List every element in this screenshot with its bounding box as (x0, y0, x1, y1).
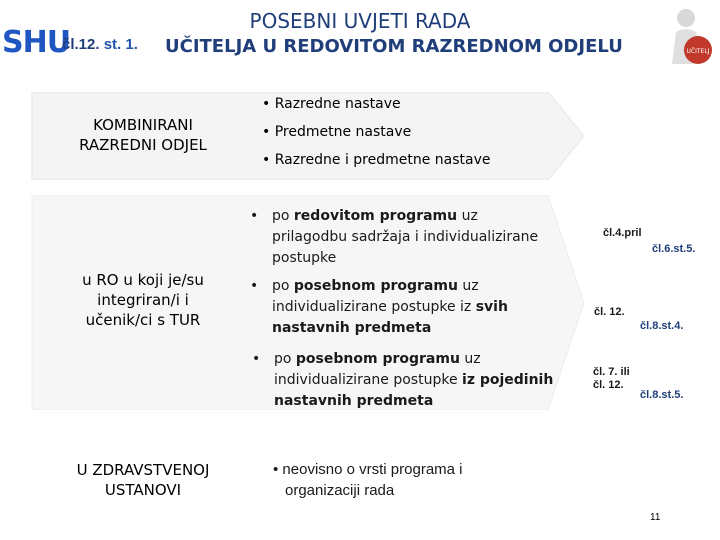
article-ref: čl. 7. ili čl. 12. (593, 366, 630, 391)
page-number: 11 (650, 512, 661, 523)
article-ref: čl.8.st.5. (640, 389, 684, 401)
list-item: • neovisno o vrsti programa i organizaciji rada (273, 461, 463, 499)
list-item: • po redovitom programu uz prilagodbu sadržaja i individualizirane postupke (250, 208, 539, 266)
section2-label: u RO u koji je/su integriran/i i učenik/ci s TUR (82, 271, 204, 329)
list-item: • Razredne i predmetne nastave (262, 152, 491, 168)
list-item: • Predmetne nastave (262, 124, 412, 140)
page-title-line1: POSEBNI UVJETI RADA (249, 9, 471, 33)
list-item: • Razredne nastave (262, 96, 401, 112)
article-ref: čl.6.st.5. (652, 243, 696, 255)
shu-logo: SHU (2, 25, 71, 60)
page-title-line2: UČITELJA U REDOVITOM RAZREDNOM ODJELU (165, 36, 623, 57)
svg-text:UČITELJ: UČITELJ (686, 48, 710, 55)
list-item: • po posebnom programu uz individualizirane postupke iz svih nastavnih predmeta (250, 278, 508, 336)
section1-list (262, 90, 491, 174)
section1-label: KOMBINIRANI RAZREDNI ODJEL (79, 116, 207, 154)
section3-label: U ZDRAVSTVENOJ USTANOVI (76, 461, 210, 499)
article-ref: čl.4.pril (603, 227, 642, 239)
list-item: • po posebnom programu uz individualizirane postupke iz pojedinih nastavnih predmeta (252, 351, 554, 409)
teacher-badge-icon (662, 6, 716, 66)
article-ref-header: čl.12. st. 1. (62, 36, 138, 53)
article-ref: čl. 12. (594, 306, 625, 318)
article-ref: čl.8.st.4. (640, 320, 684, 332)
